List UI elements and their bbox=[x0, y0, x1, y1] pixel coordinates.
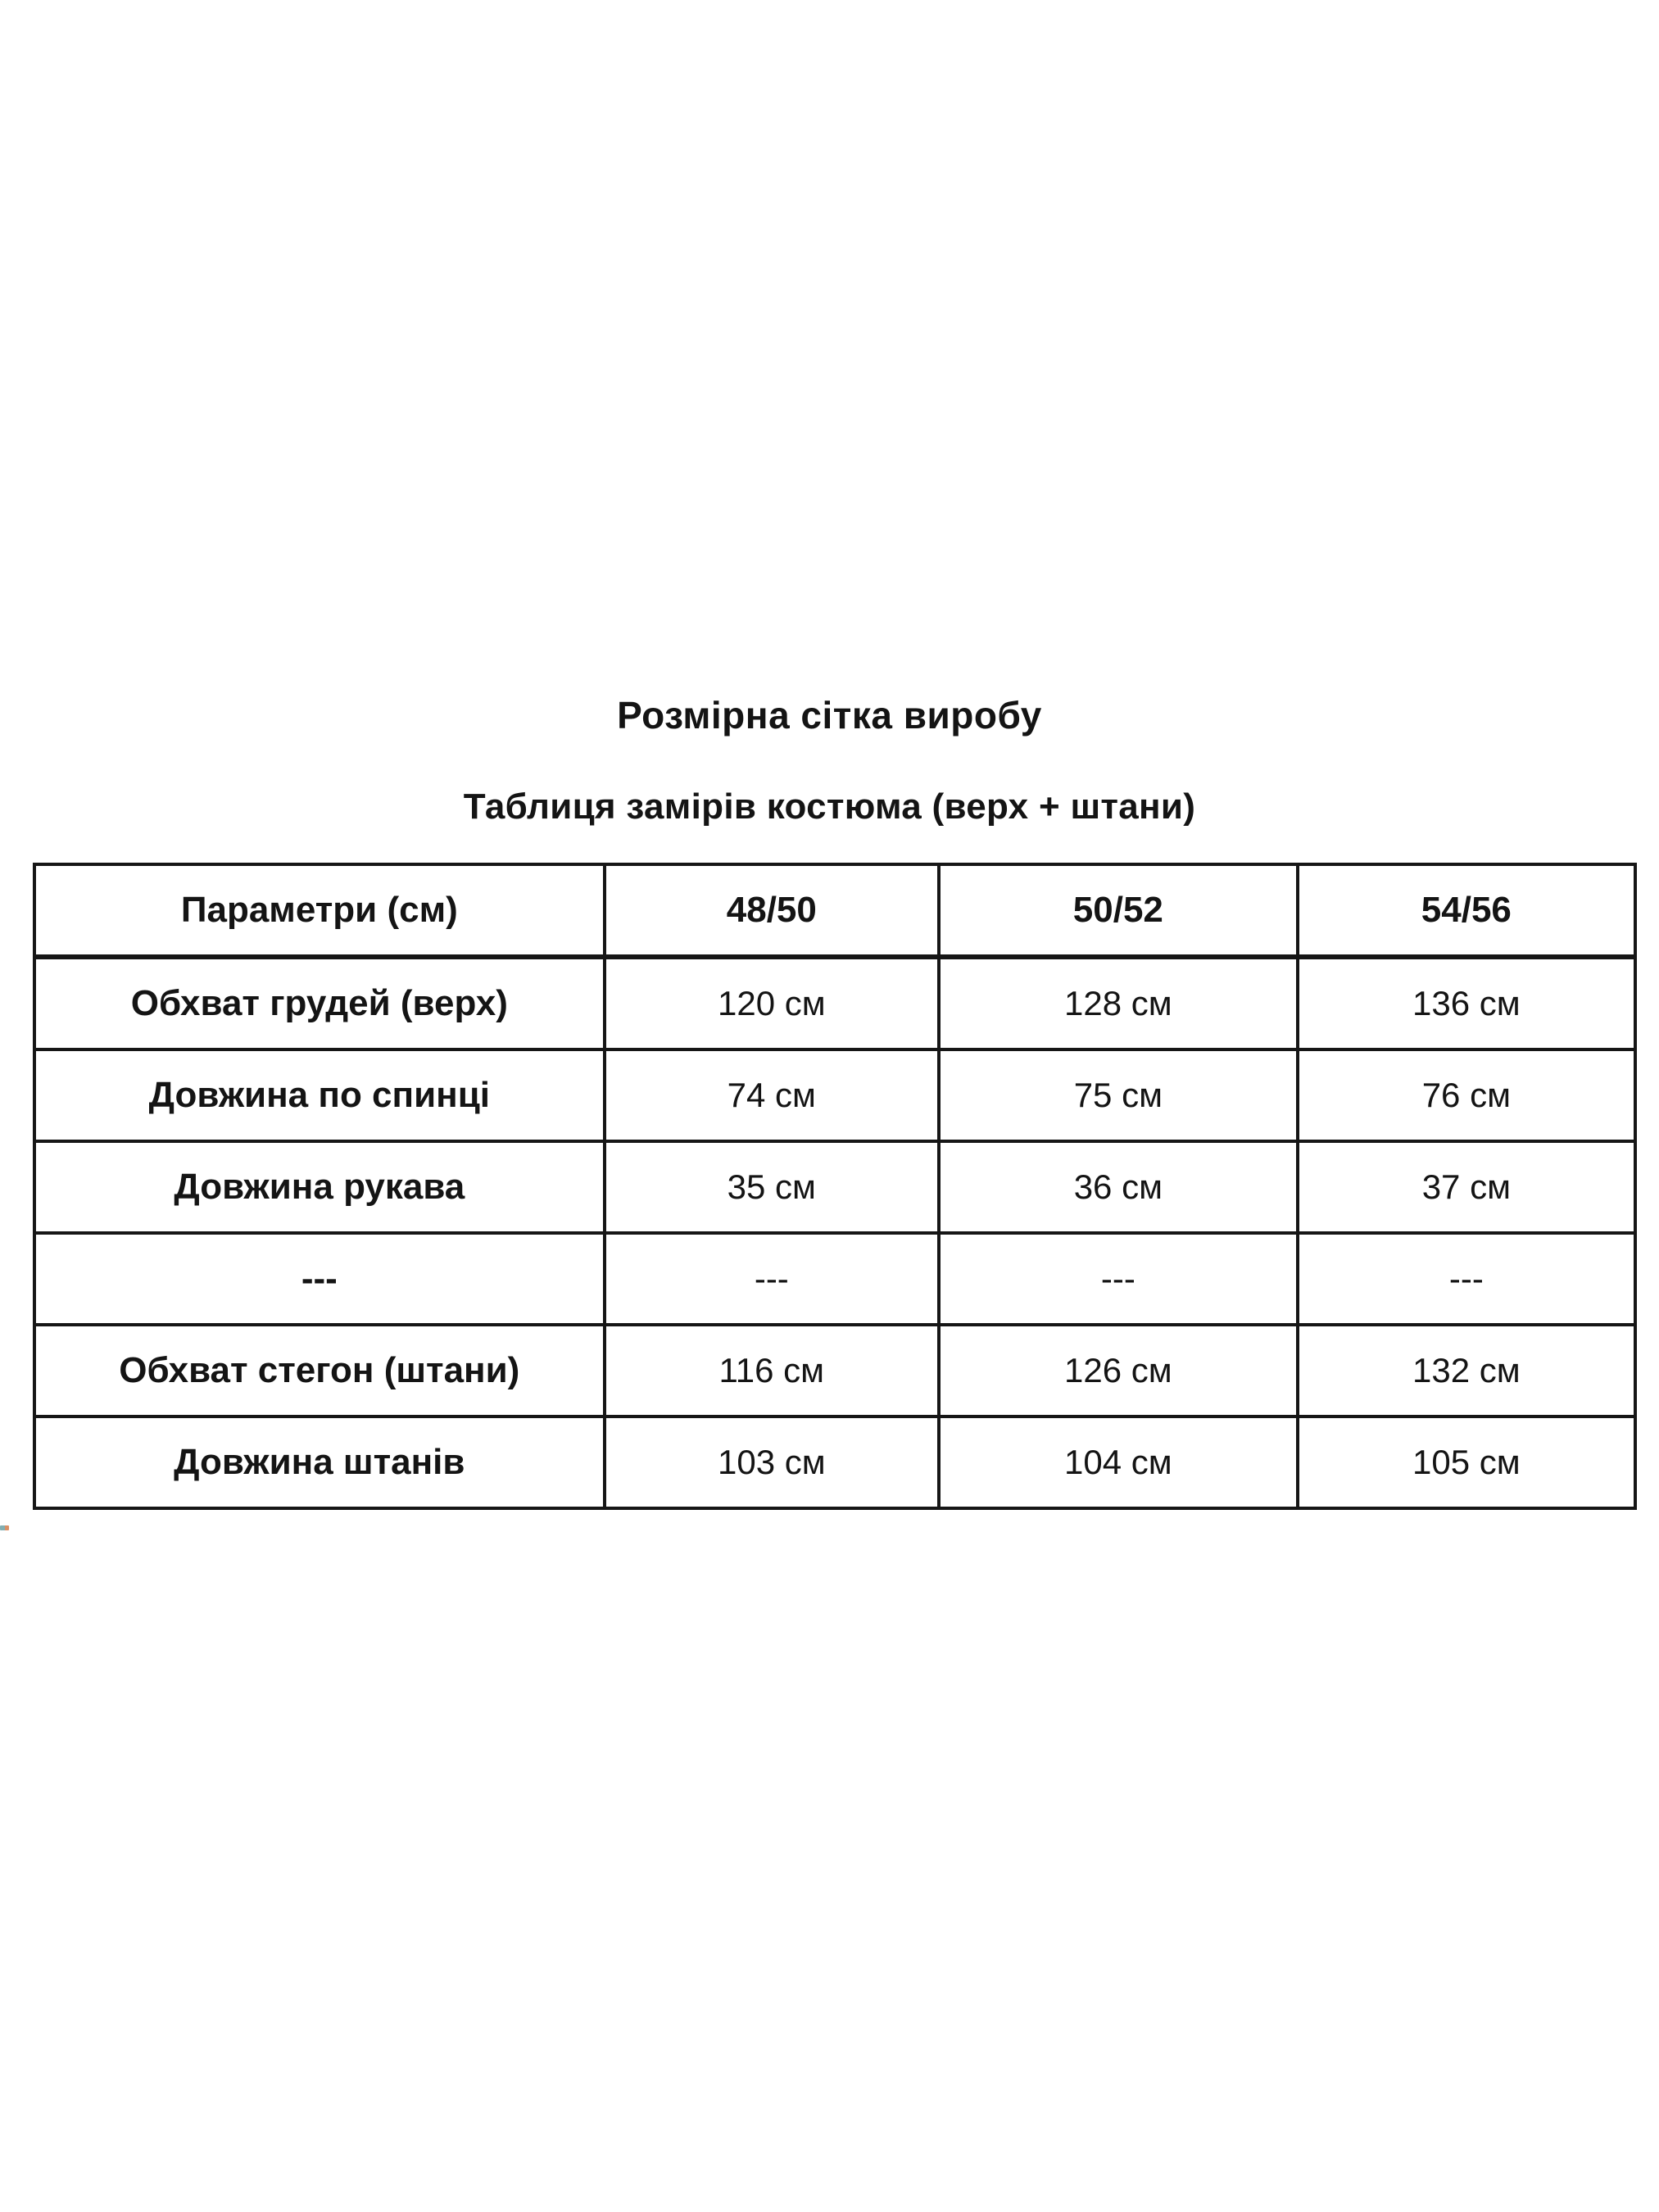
cell-value: 103 см bbox=[605, 1416, 939, 1508]
cell-value: 132 см bbox=[1298, 1325, 1635, 1416]
row-label: Довжина рукава bbox=[34, 1141, 605, 1233]
cell-value: 116 см bbox=[605, 1325, 939, 1416]
cell-value: 76 см bbox=[1298, 1049, 1635, 1141]
size-chart-table bbox=[33, 863, 1637, 1510]
cell-value: 105 см bbox=[1298, 1416, 1635, 1508]
cell-value: 35 см bbox=[605, 1141, 939, 1233]
table-row-pants-length bbox=[34, 1416, 1635, 1508]
cell-value: 37 см bbox=[1298, 1141, 1635, 1233]
table-row-sleeve-length bbox=[34, 1141, 1635, 1233]
page-title: Розмірна сітка виробу bbox=[617, 694, 1042, 737]
cell-value: 136 см bbox=[1298, 957, 1635, 1049]
cell-value: 75 см bbox=[939, 1049, 1298, 1141]
row-label: Довжина по спинці bbox=[34, 1049, 605, 1141]
cell-value: 36 см bbox=[939, 1141, 1298, 1233]
cell-value: 74 см bbox=[605, 1049, 939, 1141]
column-header-size-54-56: 54/56 bbox=[1298, 864, 1635, 957]
table-row-hips bbox=[34, 1325, 1635, 1416]
column-header-size-48-50: 48/50 bbox=[605, 864, 939, 957]
table-row-chest bbox=[34, 957, 1635, 1049]
column-header-size-50-52: 50/52 bbox=[939, 864, 1298, 957]
cell-value: 104 см bbox=[939, 1416, 1298, 1508]
cell-value: 126 см bbox=[939, 1325, 1298, 1416]
table-row-back-length bbox=[34, 1049, 1635, 1141]
cell-value: 120 см bbox=[605, 957, 939, 1049]
column-header-parameters: Параметри (см) bbox=[34, 864, 605, 957]
cell-value: --- bbox=[939, 1233, 1298, 1325]
row-label: Довжина штанів bbox=[34, 1416, 605, 1508]
row-label: --- bbox=[34, 1233, 605, 1325]
table-header-row bbox=[34, 864, 1635, 957]
cell-value: --- bbox=[605, 1233, 939, 1325]
page-edge-artifact bbox=[0, 1525, 9, 1530]
page-subtitle: Таблиця замірів костюма (верх + штани) bbox=[463, 786, 1196, 827]
row-label: Обхват грудей (верх) bbox=[34, 957, 605, 1049]
cell-value: 128 см bbox=[939, 957, 1298, 1049]
row-label: Обхват стегон (штани) bbox=[34, 1325, 605, 1416]
cell-value: --- bbox=[1298, 1233, 1635, 1325]
table-row-separator bbox=[34, 1233, 1635, 1325]
